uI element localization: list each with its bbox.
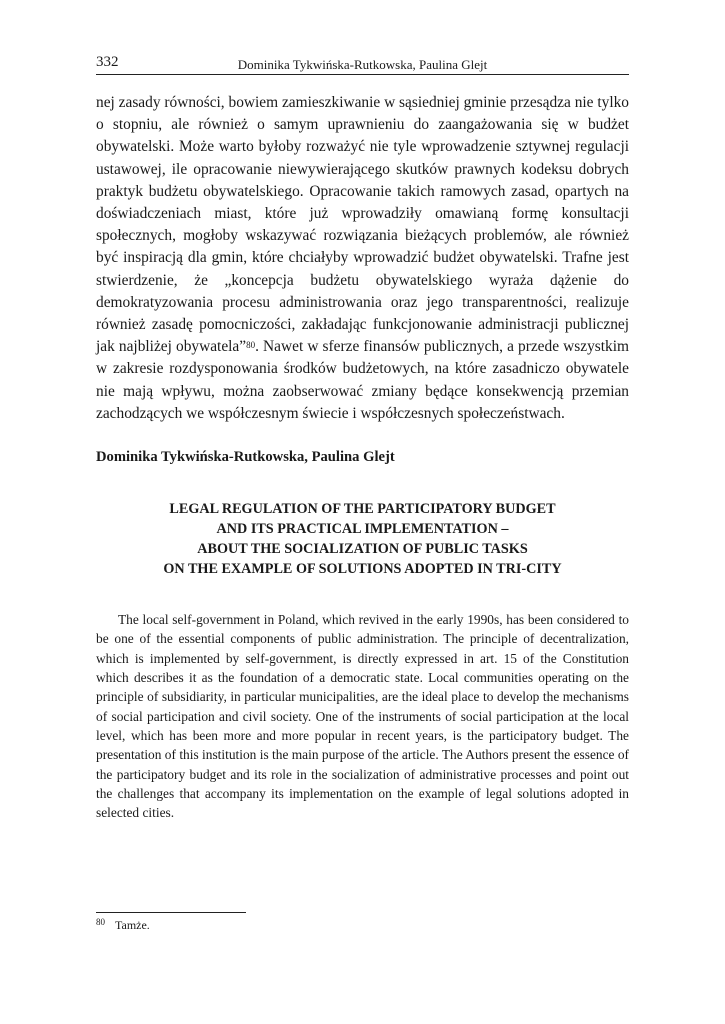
footnote-text: Tamże. <box>115 918 150 932</box>
footnote-reference[interactable]: 80 <box>246 340 256 351</box>
footnote <box>96 918 150 933</box>
title-line: ON THE EXAMPLE OF SOLUTIONS ADOPTED IN TRI-CITY <box>163 561 562 577</box>
running-header <box>96 50 629 75</box>
title-line: ABOUT THE SOCIALIZATION OF PUBLIC TASKS <box>197 541 528 557</box>
footnote-number: 80 <box>96 917 105 927</box>
body-paragraph <box>96 92 629 425</box>
summary-abstract: The local self-government in Poland, which revived in the early 1990s, has been considered to be one of the essential components of public administration. The principle of decentralization, which is implemented by self-government, is directly expressed in art. 15 of the Constitution which describes it as the foundation of a democratic state. Local communities operating on the principle of subsidiarity, in particular municipalities, are the ideal place to develop the mechanisms of social participation and civil society. One of the instruments of social participation at the local level, which has been more and more popular in recent years, is the participatory budget. The presentation of this institution is the main purpose of the article. The Authors present the essence of the participatory budget and its role in the socialization of administrative processes and point out the challenges that accompany its implementation on the example of legal solutions adopted in selected cities. <box>96 612 629 821</box>
body-text-main: nej zasady równości, bowiem zamieszkiwanie w sąsiedniej gminie przesądza nie tylko o stopniu, ale również o samym uprawnieniu do zaangażowania się w budżet obywatelski. Może warto byłoby rozważyć nie tyle wprowadzenie sztywnej regulacji ustawowej, ile opracowanie niewywierającego skutków prawnych kodeksu dobrych praktyk budżetu obywatelskiego. Opracowanie takich ramowych zasad, opartych na doświadczeniach miast, które już wprowadziły omawianą formę konsultacji społecznych, mogłoby wskazywać rozwiązania bieżących problemów, ale również być inspiracją dla gmin, które chciałyby wprowadzić budżet obywatelski. Trafne jest stwierdzenie, że „koncepcja budżetu obywatelskiego wyraża dążenie do demokratyzowania procesu administrowania oraz jego transparentności, realizuje również zasadę pomocniczości, zakładając funkcjonowanie administracji publicznej jak najbliżej obywatela” <box>96 94 629 356</box>
title-line: AND ITS PRACTICAL IMPLEMENTATION – <box>216 521 509 537</box>
running-head: Dominika Tykwińska-Rutkowska, Paulina Glejt <box>237 57 488 72</box>
body-text-continued: . Nawet w sferze finansów publicznych, a przede wszystkim w zakresie rozdysponowania środków budżetowych, na które zasadniczo obywatele nie mają wpływu, można zaobserwować zmiany będące konsekwencją przemian zachodzących we współczesnym świecie i współczesnych społeczeństwach. <box>96 338 629 422</box>
page-number: 332 <box>96 54 119 70</box>
title-line: LEGAL REGULATION OF THE PARTICIPATORY BUDGET <box>169 501 556 517</box>
summary-authors: Dominika Tykwińska-Rutkowska, Paulina Glejt <box>96 449 395 465</box>
summary-title <box>96 499 629 579</box>
footnote-divider <box>96 912 246 913</box>
